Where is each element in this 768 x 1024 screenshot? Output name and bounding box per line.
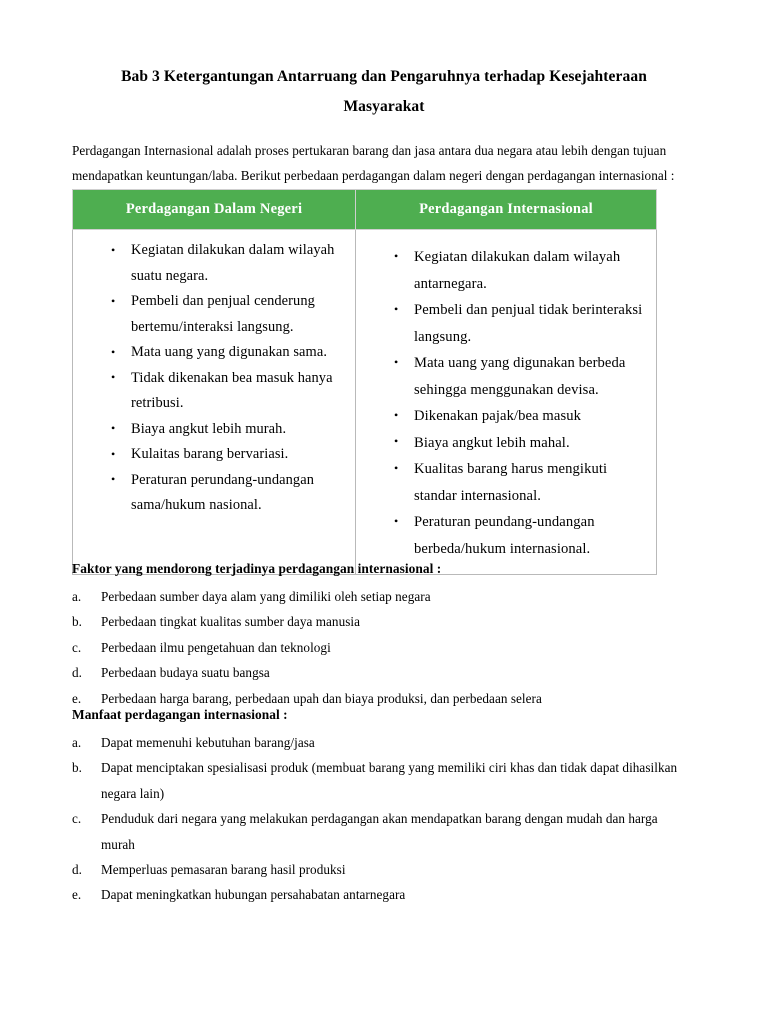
international-list-item: • Kualitas barang harus mengikuti standar internasional. [394, 456, 646, 509]
manfaat-list-item [72, 806, 680, 857]
list-item-text: Memperluas pemasaran barang hasil produksi [101, 862, 346, 878]
list-item-text: Perbedaan tingkat kualitas sumber daya manusia [101, 614, 361, 630]
list-item-text: Perbedaan budaya suatu bangsa [101, 665, 270, 681]
manfaat-list-item [72, 730, 680, 755]
cell-international [356, 230, 657, 575]
faktor-list-item [72, 635, 680, 660]
faktor-section [72, 558, 680, 711]
list-marker: d. [72, 862, 82, 878]
domestic-list-item: • Biaya angkut lebih murah. [111, 417, 345, 443]
international-list-item: • Mata uang yang digunakan berbeda sehingga menggunakan devisa. [394, 350, 646, 403]
faktor-list-item [72, 609, 680, 634]
comparison-table [72, 189, 657, 575]
list-marker: e. [72, 690, 82, 706]
international-list-item: • Biaya angkut lebih mahal. [394, 430, 646, 457]
faktor-list-item [72, 584, 680, 609]
international-list-item: • Dikenakan pajak/bea masuk [394, 403, 646, 430]
list-marker: e. [72, 887, 82, 903]
list-item-text: Perbedaan ilmu pengetahuan dan teknologi [101, 639, 331, 655]
list-marker: c. [72, 811, 82, 827]
faktor-heading: Faktor yang mendorong terjadinya perdagangan internasional : [72, 561, 442, 576]
manfaat-list [72, 730, 680, 908]
list-marker: b. [72, 614, 82, 630]
domestic-list-item: • Peraturan perundang-undangan sama/hukum nasional. [111, 468, 345, 519]
column-header-international: Perdagangan Internasional [356, 190, 657, 230]
domestic-list-item: • Kulaitas barang bervariasi. [111, 442, 345, 468]
manfaat-list-item [72, 755, 680, 806]
list-item-text: Dapat memenuhi kebutuhan barang/jasa [101, 735, 315, 750]
international-list-item: • Pembeli dan penjual tidak berinteraksi langsung. [394, 297, 646, 350]
column-header-domestic: Perdagangan Dalam Negeri [73, 190, 356, 230]
list-item-text: Dapat menciptakan spesialisasi produk (membuat barang yang memiliki ciri khas dan tidak dapat dihasilkan negara lain) [101, 760, 678, 801]
list-marker: a. [72, 735, 82, 750]
faktor-list [72, 584, 680, 711]
list-marker: a. [72, 589, 82, 604]
manfaat-list-item [72, 882, 680, 907]
domestic-list-item: • Pembeli dan penjual cenderung bertemu/interaksi langsung. [111, 289, 345, 340]
domestic-bullet-list [83, 238, 345, 519]
list-item-text: Dapat meningkatkan hubungan persahabatan antarnegara [101, 887, 406, 903]
list-marker: d. [72, 665, 82, 681]
international-bullet-list [366, 244, 646, 562]
faktor-list-item [72, 660, 680, 685]
manfaat-heading: Manfaat perdagangan internasional : [72, 707, 288, 722]
manfaat-list-item [72, 857, 680, 882]
list-item-text: Penduduk dari negara yang melakukan perdagangan akan mendapatkan barang dengan mudah dan harga murah [101, 811, 658, 852]
domestic-list-item: • Kegiatan dilakukan dalam wilayah suatu negara. [111, 238, 345, 289]
cell-domestic [73, 230, 356, 575]
international-list-item: • Kegiatan dilakukan dalam wilayah antarnegara. [394, 244, 646, 297]
domestic-list-item: • Mata uang yang digunakan sama. [111, 340, 345, 366]
list-marker: b. [72, 760, 82, 776]
domestic-list-item: • Tidak dikenakan bea masuk hanya retribusi. [111, 366, 345, 417]
list-item-text: Perbedaan sumber daya alam yang dimiliki oleh setiap negara [101, 589, 431, 604]
international-list-item: • Peraturan peundang-undangan berbeda/hukum internasional. [394, 509, 646, 562]
manfaat-section [72, 704, 680, 908]
table-header-row [73, 190, 657, 230]
table-body-row [73, 230, 657, 575]
intro-paragraph: Perdagangan Internasional adalah proses pertukaran barang dan jasa antara dua negara atau lebih dengan tujuan mendapatkan keuntungan/laba. Berikut perbedaan perdagangan dalam negeri dengan perdagangan internasional : [72, 143, 675, 184]
page-title: Bab 3 Ketergantungan Antarruang dan Pengaruhnya terhadap Kesejahteraan Masyarakat [121, 68, 647, 116]
list-marker: c. [72, 639, 82, 655]
list-item-text: Perbedaan harga barang, perbedaan upah dan biaya produksi, dan perbedaan selera [101, 690, 542, 706]
